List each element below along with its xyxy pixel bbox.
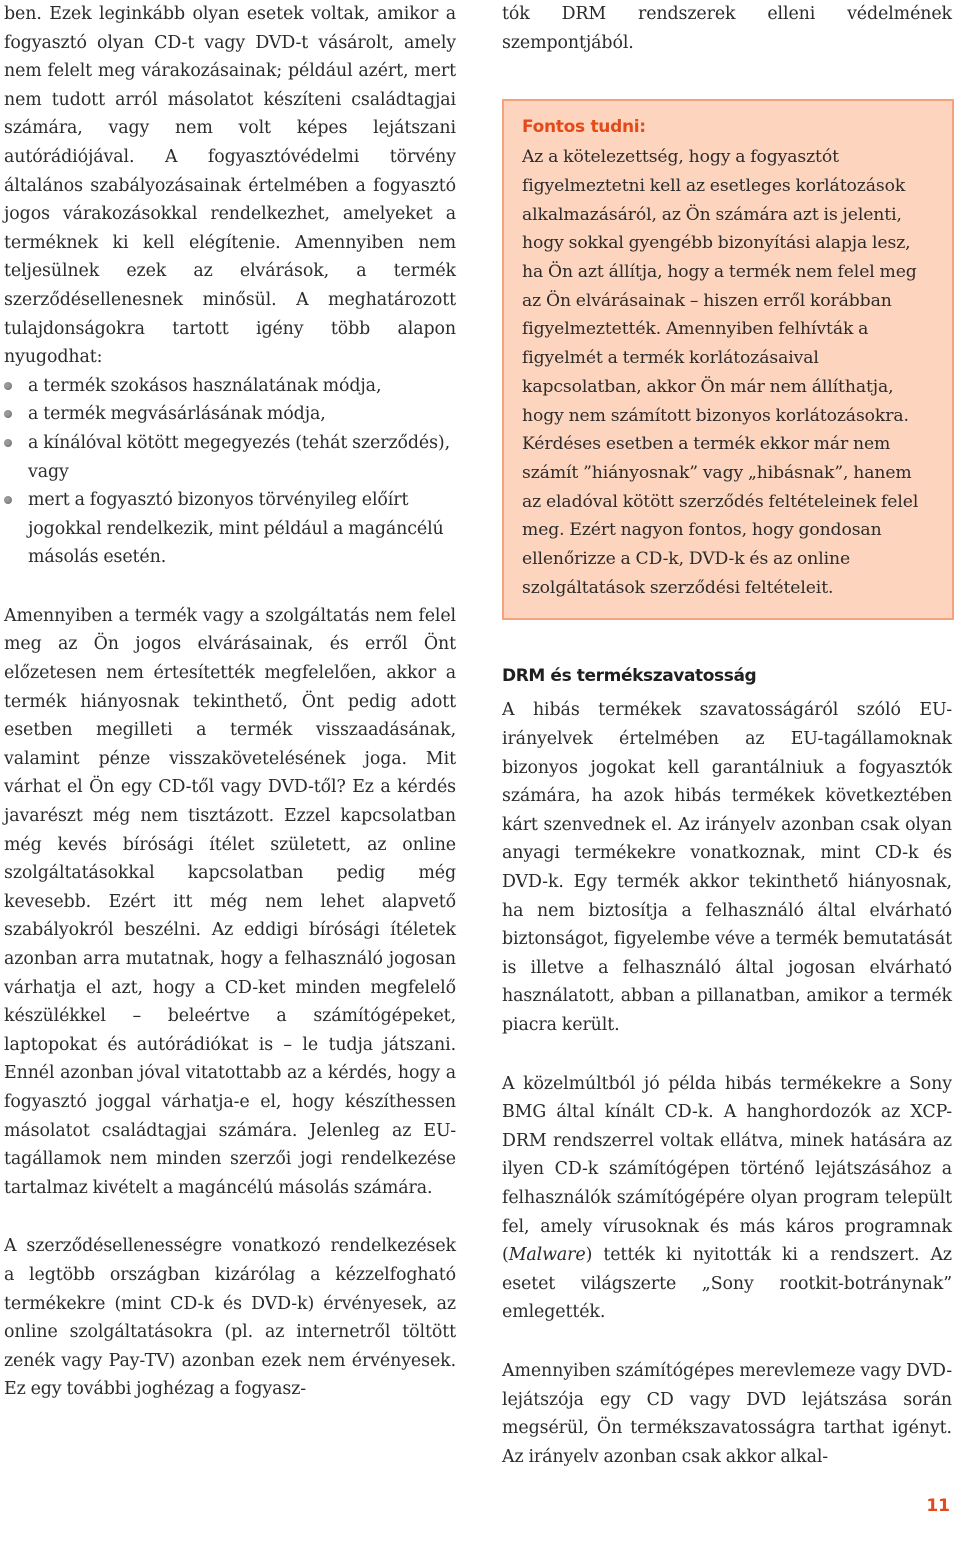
section-heading-drm-warranty: DRM és termékszavatosság: [502, 666, 757, 687]
bullet-item: [4, 486, 456, 572]
body-paragraph-expectations: Amennyiben a termék vagy a szolgáltatás nem felel meg az Ön jogos elvárásainak, és erről Önt előzetesen nem értesítették megfelelően, akkor a termék hiányosnak tekinthető, Önt pedig adott esetben megilleti a termék visszaadásának, valamint pénze visszakövetelésének joga. Mit várhat el Ön egy CD-től vagy DVD-től? Ez a kérdés javarészt még nem tisztázott. Ezzel kapcsolatban még kevés bírósági ítélet született, az online szolgáltatásokkal kapcsolatban pedig még kevesebb. Ezért itt még nem lehet alapvető szabályokról beszélni. Az eddigi bírósági ítéletek azonban arra mutatnak, hogy a felhasználó jogosan várhatja el azt, hogy a CD-ket minden megfelelő készülékkel – beleértve a számítógépeket, laptopokat és autórádiókat is – le tudja játszani. Ennél azonban jóval vitatottabb az a kérdés, hogy a fogyasztó joggal várhatja-e el, hogy készíthessen másolatot családtagjai számára. Jelenleg az EU-tagállamok nem minden szerzői jogi rendelkezése tartalmaz kivételt a magáncélú másolás számára.: [4, 605, 456, 1198]
important-note-title: Fontos tudni:: [522, 117, 646, 138]
important-note-box: [502, 99, 954, 620]
malware-term: Malware: [508, 1245, 586, 1266]
bullet-dot-icon: [4, 439, 12, 447]
left-column: [4, 0, 456, 1404]
body-paragraph-eu-directive: A hibás termékek szavatosságáról szóló EU-irányelvek értelmében az EU-tagállamoknak bizonyos jogokat kell garantálniuk a fogyasztók számára, ha azok hibás termékek következtében kárt szenvednek el. Az irányelv azonban csak olyan anyagi termékekre vonatkoznak, mint CD-k és DVD-k. Egy termék akkor tekinthető hiányosnak, ha nem biztosítja a felhasználó által elvárható biztonságot, figyelembe véve a termék bemutatását is illetve a felhasználó által jogosan elvárható használatott, abban a pillanatban, amikor a termék piacra került.: [502, 700, 952, 1035]
bullet-text: a kínálóval kötött megegyezés (tehát szerződés), vagy: [28, 432, 451, 482]
important-note-body: Az a kötelezettség, hogy a fogyasztót figyelmeztetni kell az esetleges korlátozások alkalmazásáról, az Ön számára azt is jelenti, hogy sokkal gyengébb bizonyítási alapja lesz, ha Ön azt állítja, hogy a termék nem felel meg az Ön elvárásainak – hiszen erről korábban figyelmeztették. Amennyiben felhívták a figyelmét a termék korlátozásaival kapcsolatban, akkor Ön már nem állíthatja, hogy nem számított bizonyos korlátozásokra. Kérdéses esetben a termék ekkor már nem számít ”hiányosnak” vagy „hibásnak”, hanem az eladóval kötött szerződés feltételeinek felel meg. Ezért nagyon fontos, hogy gondosan ellenőrizze a CD-k, DVD-k és az online szolgáltatások szerződési feltételeit.: [522, 147, 919, 598]
body-paragraph-hardware-damage: Amennyiben számítógépes merevlemeze vagy DVD-lejátszója egy CD vagy DVD lejátszása során megsérül, Ön termékszavatosságra tarthat igényt. Az irányelv azonban csak akkor alkal-: [502, 1360, 952, 1467]
body-paragraph-sony-example: [502, 1070, 952, 1327]
sony-text-part-1: A közelmúltból jó példa hibás termékekre a Sony BMG által kínált CD-k. A hanghordozók az XCP-DRM rendszerrel voltak ellátva, minek hatására az ilyen CD-k számítógépen történő lejátszásához a felhasználók számítógépére olyan program települt fel, amely vírusoknak és más káros programnak (: [502, 1073, 952, 1266]
body-paragraph-contract-rules: A szerződésellenességre vonatkozó rendelkezések a legtöbb országban kizárólag a kézzelfogható termékekre (mint CD-k és DVD-k) érvényesek, az online szolgáltatásokra (pl. az internetről töltött zenék vagy Pay-TV) azonban ezek nem érvényesek. Ez egy további joghézag a fogyasz-: [4, 1236, 456, 1400]
sony-text-part-2: ) tették ki nyitották ki a rendszert. Az esetet világszerte „Sony rootkit-botránynak” emlegették.: [502, 1245, 952, 1323]
page-number: 11: [926, 1496, 950, 1516]
bullet-dot-icon: [4, 410, 12, 418]
bullet-item: [4, 372, 456, 401]
bullet-item: [4, 400, 456, 429]
bullet-dot-icon: [4, 496, 12, 504]
right-column: [502, 0, 952, 1471]
continuation-paragraph: tók DRM rendszerek elleni védelmének szempontjából.: [502, 4, 952, 53]
bullet-text: a termék szokásos használatának módja,: [28, 375, 382, 396]
bullet-item: [4, 429, 456, 486]
bullet-text: mert a fogyasztó bizonyos törvényileg előírt jogokkal rendelkezik, mint például a magáncélú másolás esetén.: [28, 490, 444, 568]
intro-paragraph: ben. Ezek leginkább olyan esetek voltak, amikor a fogyasztó olyan CD-t vagy DVD-t vásárolt, amely nem felelt meg várakozásainak; például azért, mert nem tudott arról másolatot készíteni családtagjai számára, vagy nem volt képes lejátszani autórádiójával. A fogyasztóvédelmi törvény általános szabályozásainak értelmében a fogyasztó jogos várakozásokkal rendelkezhet, amelyeket a terméknek ki kell elégítenie. Amennyiben nem teljesülnek ezek az elvárások, a termék szerződésellenesnek minősül. A meghatározott tulajdonságokra tartott igény több alapon nyugodhat:: [4, 4, 456, 368]
requirement-bullet-list: [4, 372, 456, 572]
bullet-dot-icon: [4, 382, 12, 390]
bullet-text: a termék megvásárlásának módja,: [28, 404, 326, 425]
